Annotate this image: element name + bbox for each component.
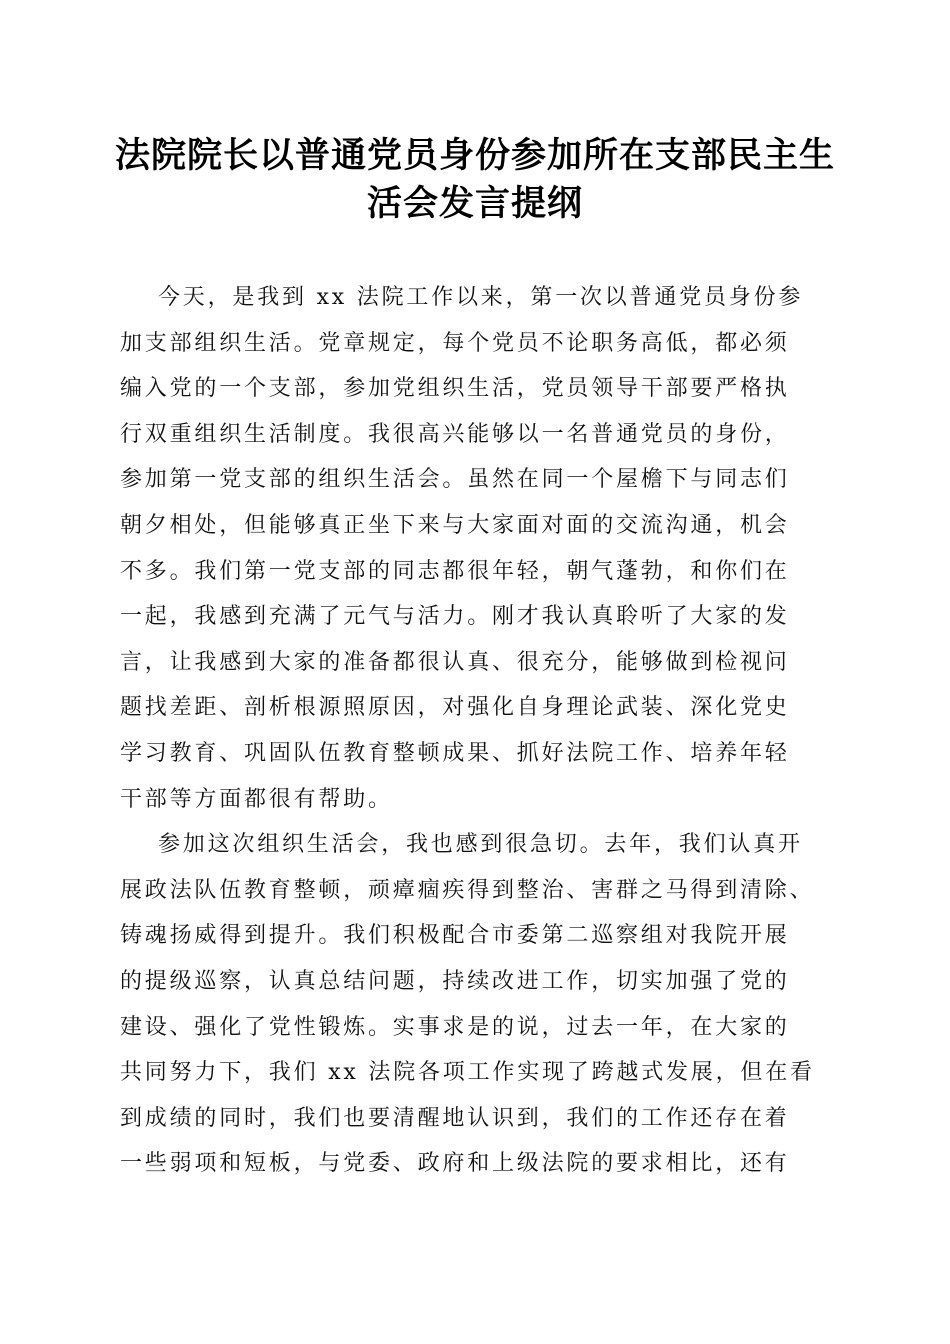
text-line: 参加第一党支部的组织生活会。虽然在同一个屋檐下与同志们 — [120, 467, 790, 493]
text-line: 加支部组织生活。党章规定，每个党员不论职务高低，都必须 — [120, 330, 790, 356]
text-line: 铸魂扬威得到提升。我们积极配合市委第二巡察组对我院开展 — [120, 923, 790, 949]
text-line: 编入党的一个支部，参加党组织生活，党员领导干部要严格执 — [120, 376, 790, 402]
text-line: 朝夕相处，但能够真正坐下来与大家面对面的交流沟通，机会 — [120, 512, 790, 538]
text-line: 学习教育、巩固队伍教育整顿成果、抓好法院工作、培养年轻 — [120, 740, 790, 766]
document-title — [100, 132, 850, 228]
text-line: 今天，是我到 xx 法院工作以来，第一次以普通党员身份参 — [158, 285, 804, 310]
text-line: 展政法队伍教育整顿，顽瘴痼疾得到整治、害群之马得到清除、 — [120, 877, 815, 903]
text-line: 的提级巡察，认真总结问题，持续改进工作，切实加强了党的 — [120, 968, 790, 994]
text-line: 建设、强化了党性锻炼。实事求是的说，过去一年，在大家的 — [120, 1014, 790, 1040]
text-line: 题找差距、剖析根源照原因，对强化自身理论武装、深化党史 — [120, 695, 790, 721]
text-line: 共同努力下，我们 xx 法院各项工作实现了跨越式发展，但在看 — [120, 1060, 815, 1086]
text-line: 一些弱项和短板，与党委、政府和上级法院的要求相比，还有 — [120, 1151, 790, 1177]
text-line: 参加这次组织生活会，我也感到很急切。去年，我们认真开 — [158, 832, 803, 858]
paragraph-1 — [120, 275, 832, 822]
text-line: 到成绩的同时，我们也要清醒地认识到，我们的工作还存在着 — [120, 1105, 790, 1131]
document-body — [120, 275, 832, 1187]
title-line: 法院院长以普通党员身份参加所在支部民主生 — [114, 135, 835, 176]
text-line: 不多。我们第一党支部的同志都很年轻，朝气蓬勃，和你们在 — [120, 558, 790, 584]
text-line: 干部等方面都很有帮助。 — [120, 786, 393, 812]
text-line: 一起，我感到充满了元气与活力。刚才我认真聆听了大家的发 — [120, 604, 790, 630]
paragraph-2 — [120, 822, 832, 1187]
title-line: 活会发言提纲 — [366, 183, 583, 224]
text-line: 行双重组织生活制度。我很高兴能够以一名普通党员的身份， — [120, 421, 790, 447]
text-line: 言，让我感到大家的准备都很认真、很充分，能够做到检视问 — [120, 649, 790, 675]
